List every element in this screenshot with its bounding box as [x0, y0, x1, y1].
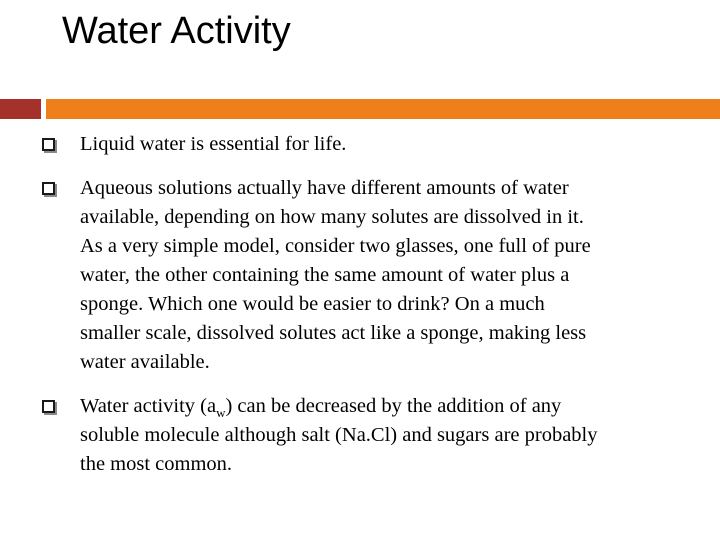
bullet-2-line-3: As a very simple model, consider two glasses, one full of pure	[80, 235, 591, 257]
header-accent-bar-red	[0, 99, 41, 119]
slide-title: Water Activity	[62, 10, 291, 52]
bullet-2-line-7: water available.	[80, 351, 210, 373]
bullet-list	[42, 130, 702, 494]
checkbox-square-icon	[42, 182, 55, 195]
checkbox-square-icon	[42, 400, 55, 413]
checkbox-square-icon	[42, 138, 55, 151]
bullet-item-3	[42, 392, 702, 479]
bullet-item-1	[42, 130, 702, 159]
bullet-1-line-1: Liquid water is essential for life.	[80, 133, 347, 155]
header-accent-bar-orange	[46, 99, 720, 119]
bullet-3-line-2: soluble molecule although salt (Na.Cl) and sugars are probably	[80, 424, 598, 446]
bullet-2-line-2: available, depending on how many solutes are dissolved in it.	[80, 206, 584, 228]
bullet-3-line-1	[80, 392, 702, 421]
bullet-3-text-post: ) can be decreased by the addition of any	[225, 395, 562, 417]
bullet-2-line-1: Aqueous solutions actually have different amounts of water	[80, 177, 569, 199]
bullet-2-line-6: smaller scale, dissolved solutes act like a sponge, making less	[80, 322, 587, 344]
bullet-item-2	[42, 174, 702, 377]
bullet-2-line-4: water, the other containing the same amount of water plus a	[80, 264, 570, 286]
bullet-2-line-5: sponge. Which one would be easier to drink? On a much	[80, 293, 545, 315]
bullet-3-line-3: the most common.	[80, 453, 233, 475]
bullet-3-text-pre: Water activity (a	[80, 395, 217, 417]
water-activity-subscript: w	[216, 405, 226, 421]
